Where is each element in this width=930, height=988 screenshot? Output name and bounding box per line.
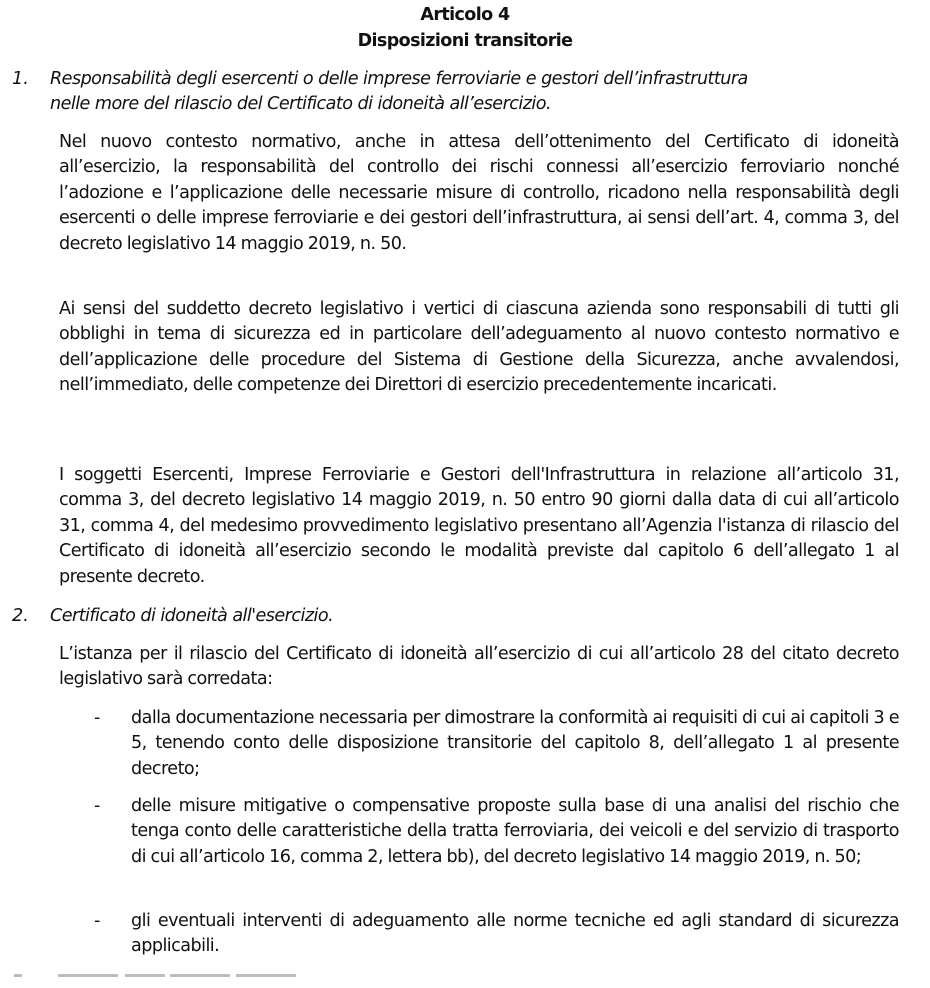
bullet-3-marker: - xyxy=(94,911,101,931)
section-2-number: 2. xyxy=(12,606,29,626)
section-1-heading-line1: Responsabilità degli esercenti o delle imprese ferroviarie e gestori dell’infrastruttura xyxy=(50,69,748,89)
bullet-1-marker: - xyxy=(94,708,101,728)
bullet-1-text: dalla documentazione necessaria per dimostrare la conformità ai requisiti di cui ai capitoli 3 e 5, tenendo conto delle disposizione transitorie del capitolo 8, dell’allegato 1 al presente decreto; xyxy=(131,708,899,779)
section-1-paragraph-2: Ai sensi del suddetto decreto legislativo i vertici di ciascuna azienda sono responsabili di tutti gli obblighi in tema di sicurezza ed in particolare dell’adeguamento al nuovo contesto normativo e dell’applicazione delle procedure del Sistema di Gestione della Sicurezza, anche avvalendosi, nell’immediato, delle competenze dei Direttori di esercizio precedentemente incaricati. xyxy=(59,299,899,396)
bullet-2-text: delle misure mitigative o compensative proposte sulla base di una analisi del rischio che tenga conto delle caratteristiche della tratta ferroviaria, dei veicoli e del servizio di trasporto di cui all’articolo 16, comma 2, lettera bb), del decreto legislativo 14 maggio 2019, n. 50; xyxy=(131,796,899,867)
section-2-paragraph-1: L’istanza per il rilascio del Certificato di idoneità all’esercizio di cui all’articolo 28 del citato decreto legislativo sarà corredata: xyxy=(59,644,899,690)
truncated-next-line xyxy=(0,968,930,988)
section-1-number: 1. xyxy=(12,69,29,89)
section-1-heading-line2: nelle more del rilascio del Certificato di idoneità all’esercizio. xyxy=(50,94,552,114)
bullet-3-text: gli eventuali interventi di adeguamento alle norme tecniche ed agli standard di sicurezza applicabili. xyxy=(131,911,899,957)
article-subtitle: Disposizioni transitorie xyxy=(357,31,573,51)
section-1-paragraph-3: I soggetti Esercenti, Imprese Ferroviarie e Gestori dell'Infrastruttura in relazione all’articolo 31, comma 3, del decreto legislativo 14 maggio 2019, n. 50 entro 90 giorni dalla data di cui all’articolo 31, comma 4, del medesimo provvedimento legislativo presentano all’Agenzia l'istanza di rilascio del Certificato di idoneità all’esercizio secondo le modalità previste dal capitolo 6 dell’allegato 1 al presente decreto. xyxy=(59,465,899,587)
section-2-heading: Certificato di idoneità all'esercizio. xyxy=(50,606,334,626)
article-number-title: Articolo 4 xyxy=(420,5,510,25)
bullet-2-marker: - xyxy=(94,796,101,816)
section-1-paragraph-1: Nel nuovo contesto normativo, anche in attesa dell’ottenimento del Certificato di idoneità all’esercizio, la responsabilità del controllo dei rischi connessi all’esercizio ferroviario nonché l’adozione e l’applicazione delle necessarie misure di controllo, ricadono nella responsabilità degli esercenti o delle imprese ferroviarie e dei gestori dell’infrastruttura, ai sensi dell’art. 4, comma 3, del decreto legislativo 14 maggio 2019, n. 50. xyxy=(59,132,899,254)
